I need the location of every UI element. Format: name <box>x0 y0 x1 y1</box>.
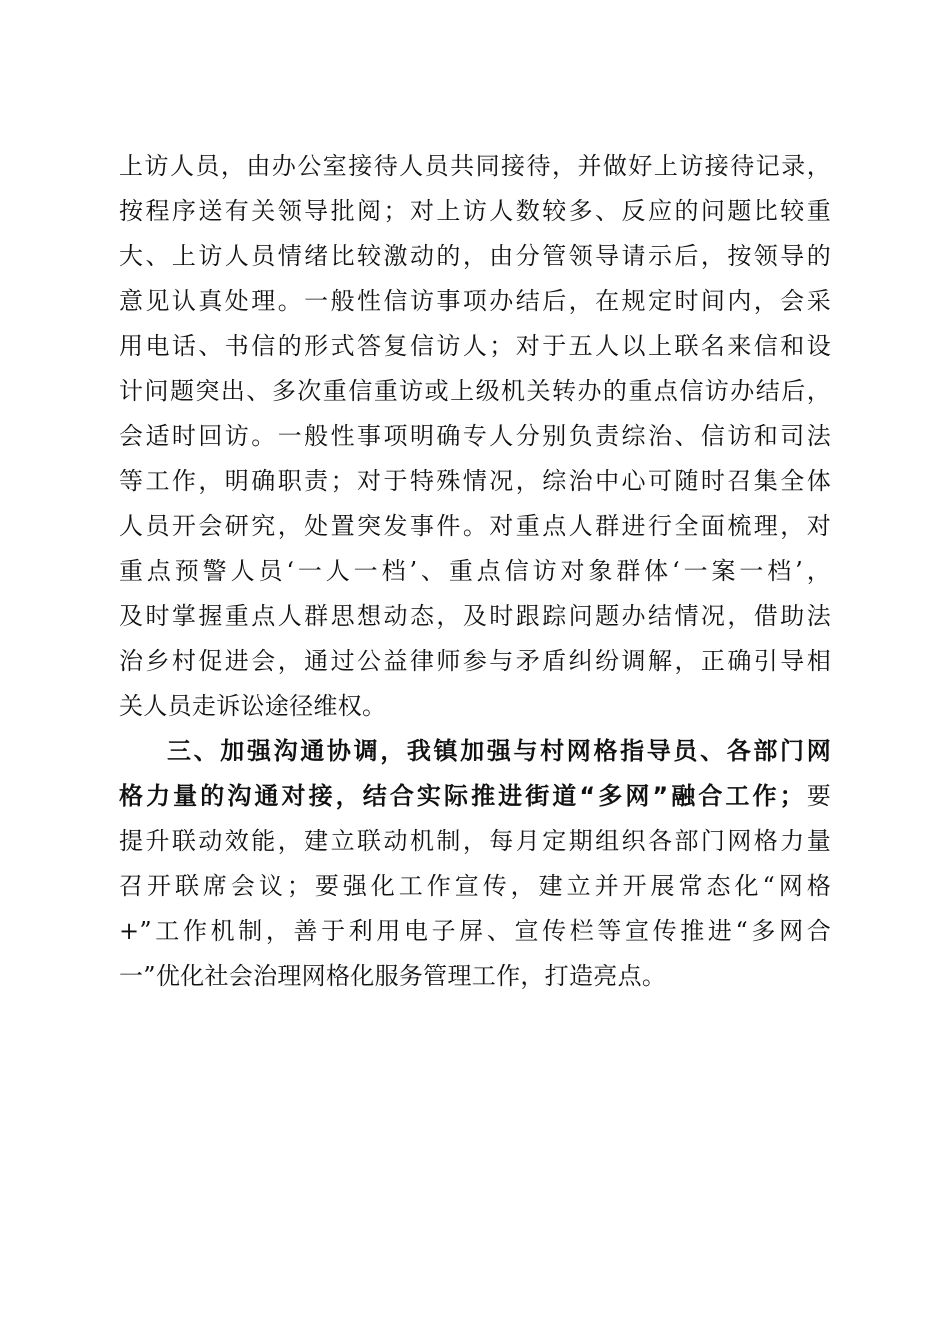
text-line: 重点预警人员‘一人一档’、重点信访对象群体‘一案一档’， <box>119 557 831 585</box>
text-line: 会适时回访。一般性事项明确专人分别负责综治、信访和司法 <box>119 422 831 450</box>
paragraph-2 <box>119 729 831 999</box>
text-line: 用电话、书信的形式答复信访人；对于五人以上联名来信和设 <box>119 332 831 360</box>
text-line: 提升联动效能，建立联动机制，每月定期组织各部门网格力量 <box>119 827 831 855</box>
section-heading-continuation: 格力量的沟通对接，结合实际推进街道“多网”融合工作； <box>119 782 804 810</box>
text-line: 意见认真处理。一般性信访事项办结后，在规定时间内，会采 <box>119 287 831 315</box>
text-line: 计问题突出、多次重信重访或上级机关转办的重点信访办结后， <box>119 377 831 405</box>
paragraph-1 <box>119 144 831 729</box>
document-body <box>119 144 831 999</box>
text-line: 一”优化社会治理网格化服务管理工作，打造亮点。 <box>119 962 667 990</box>
text-line: 召开联席会议；要强化工作宣传，建立并开展常态化“网格 <box>119 872 831 900</box>
text-line: 治乡村促进会，通过公益律师参与矛盾纠纷调解，正确引导相 <box>119 647 831 675</box>
text-fragment: 要 <box>803 782 831 810</box>
section-heading-line: 三、加强沟通协调，我镇加强与村网格指导员、各部门网 <box>167 737 831 765</box>
text-line: 上访人员，由办公室接待人员共同接待，并做好上访接待记录， <box>119 152 831 180</box>
text-line: 关人员走诉讼途径维权。 <box>119 692 387 720</box>
text-line-mixed <box>119 774 831 819</box>
text-line: +”工作机制，善于利用电子屏、宣传栏等宣传推进“多网合 <box>119 917 831 945</box>
text-line: 按程序送有关领导批阅；对上访人数较多、反应的问题比较重 <box>119 197 831 225</box>
text-line: 及时掌握重点人群思想动态，及时跟踪问题办结情况，借助法 <box>119 602 831 630</box>
text-line: 等工作，明确职责；对于特殊情况，综治中心可随时召集全体 <box>119 467 831 495</box>
text-line: 大、上访人员情绪比较激动的，由分管领导请示后，按领导的 <box>119 242 831 270</box>
text-line: 人员开会研究，处置突发事件。对重点人群进行全面梳理，对 <box>119 512 831 540</box>
